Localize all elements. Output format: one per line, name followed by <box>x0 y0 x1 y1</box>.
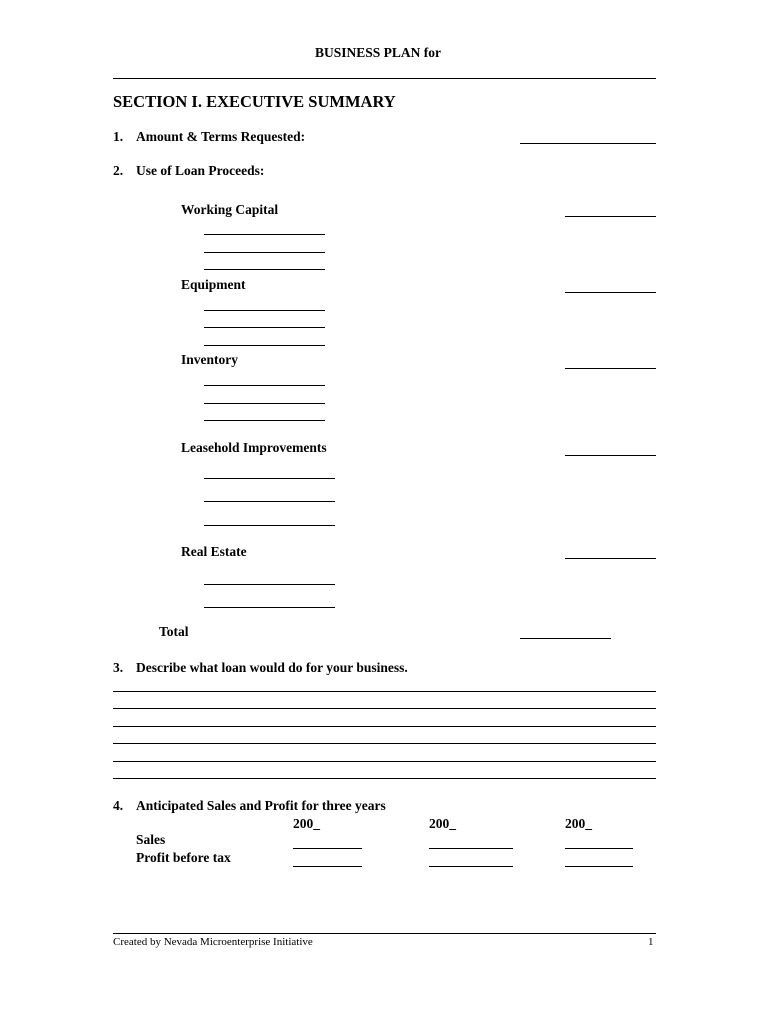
real-estate-detail-blank[interactable] <box>204 584 335 585</box>
working-capital-amount-blank[interactable] <box>565 216 656 217</box>
q4-number: 4. <box>113 798 124 813</box>
sales-row-label: Sales <box>136 832 166 847</box>
sales-year1-blank[interactable] <box>293 848 362 849</box>
profit-year3-blank[interactable] <box>565 866 633 867</box>
working-capital-detail-blank[interactable] <box>204 234 325 235</box>
description-line[interactable] <box>113 743 656 744</box>
leasehold-label: Leasehold Improvements <box>181 440 327 455</box>
inventory-detail-blank[interactable] <box>204 420 325 421</box>
inventory-amount-blank[interactable] <box>565 368 656 369</box>
q2-number: 2. <box>113 163 124 178</box>
q4-label: Anticipated Sales and Profit for three years <box>136 798 386 813</box>
equipment-detail-blank[interactable] <box>204 327 325 328</box>
year-column-header: 200_ <box>293 816 320 831</box>
q3-number: 3. <box>113 660 124 675</box>
equipment-detail-blank[interactable] <box>204 345 325 346</box>
year-column-header: 200_ <box>429 816 456 831</box>
equipment-amount-blank[interactable] <box>565 292 656 293</box>
q1-label: Amount & Terms Requested: <box>136 129 306 144</box>
description-line[interactable] <box>113 726 656 727</box>
q2-label: Use of Loan Proceeds: <box>136 163 265 178</box>
footer-credit: Created by Nevada Microenterprise Initiative <box>113 936 313 948</box>
real-estate-amount-blank[interactable] <box>565 558 656 559</box>
real-estate-detail-blank[interactable] <box>204 607 335 608</box>
section-title: SECTION I. EXECUTIVE SUMMARY <box>113 92 396 111</box>
profit-year2-blank[interactable] <box>429 866 513 867</box>
description-line[interactable] <box>113 778 656 779</box>
working-capital-detail-blank[interactable] <box>204 269 325 270</box>
footer-rule <box>113 933 656 934</box>
working-capital-detail-blank[interactable] <box>204 252 325 253</box>
description-line[interactable] <box>113 691 656 692</box>
total-label: Total <box>159 624 189 639</box>
equipment-label: Equipment <box>181 277 246 292</box>
profit-year1-blank[interactable] <box>293 866 362 867</box>
leasehold-amount-blank[interactable] <box>565 455 656 456</box>
page-number: 1 <box>648 936 654 948</box>
q3-label: Describe what loan would do for your business. <box>136 660 408 675</box>
document-title: BUSINESS PLAN for <box>315 45 442 60</box>
leasehold-detail-blank[interactable] <box>204 478 335 479</box>
description-line[interactable] <box>113 761 656 762</box>
year-column-header: 200_ <box>565 816 592 831</box>
description-line[interactable] <box>113 708 656 709</box>
working-capital-label: Working Capital <box>181 202 279 217</box>
leasehold-detail-blank[interactable] <box>204 501 335 502</box>
header-rule <box>113 78 656 79</box>
inventory-detail-blank[interactable] <box>204 385 325 386</box>
equipment-detail-blank[interactable] <box>204 310 325 311</box>
sales-year2-blank[interactable] <box>429 848 513 849</box>
real-estate-label: Real Estate <box>181 544 247 559</box>
sales-year3-blank[interactable] <box>565 848 633 849</box>
total-amount-blank[interactable] <box>520 638 611 639</box>
leasehold-detail-blank[interactable] <box>204 525 335 526</box>
inventory-detail-blank[interactable] <box>204 403 325 404</box>
q1-number: 1. <box>113 129 124 144</box>
amount-terms-blank[interactable] <box>520 143 656 144</box>
inventory-label: Inventory <box>181 352 238 367</box>
profit-row-label: Profit before tax <box>136 850 231 865</box>
